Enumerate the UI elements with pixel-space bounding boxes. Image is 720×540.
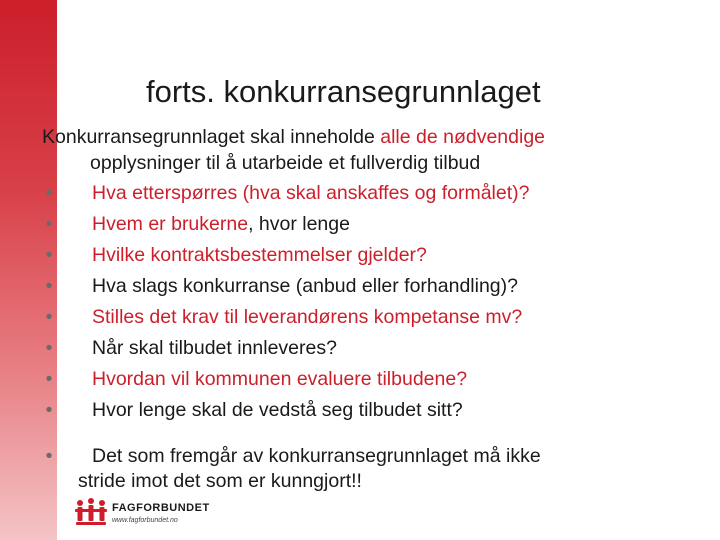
bullet-dot: • [45, 399, 53, 421]
bullet-item [42, 209, 529, 240]
bullet-dot: • [45, 368, 53, 390]
bullet-item [42, 395, 529, 426]
bullet-dot: • [45, 445, 53, 467]
bullet-dot: • [45, 213, 53, 235]
final-bullet [42, 444, 682, 494]
logo-url: www.fagforbundet.no [112, 517, 178, 524]
bullet-item [42, 271, 529, 302]
bullet-dot: • [45, 275, 53, 297]
bullet-text: Hvilke kontraktsbestemmelser gjelder? [92, 244, 427, 266]
bullet-text: Stilles det krav til leverandørens kompetanse mv? [92, 306, 523, 328]
bullet-dot: • [45, 337, 53, 359]
bullet-item [42, 178, 529, 209]
bullet-list [42, 178, 529, 426]
intro-line-2: opplysninger til å utarbeide et fullverdig tilbud [90, 152, 481, 174]
intro-paragraph [42, 124, 702, 176]
fagforbundet-logo [74, 497, 224, 529]
bullet-text: Hva etterspørres (hva skal anskaffes og formålet)? [92, 182, 530, 204]
final-line-2: stride imot det som er kunngjort!! [78, 470, 362, 492]
fagforbundet-people-icon [74, 497, 108, 527]
bullet-item [42, 240, 529, 271]
bullet-text: Hvor lenge skal de vedstå seg tilbudet sitt? [92, 399, 463, 421]
bullet-dot: • [45, 306, 53, 328]
bullet-text: , hvor lenge [248, 213, 350, 235]
final-line-1: Det som fremgår av konkurransegrunnlaget må ikke [92, 445, 541, 467]
bullet-item [42, 364, 529, 395]
bullet-dot: • [45, 182, 53, 204]
bullet-text: Når skal tilbudet innleveres? [92, 337, 337, 359]
logo-name: FAGFORBUNDET [112, 502, 210, 514]
bullet-dot: • [45, 244, 53, 266]
intro-text: Konkurransegrunnlaget skal inneholde [42, 126, 381, 148]
bullet-item [42, 302, 529, 333]
bullet-text: Hvordan vil kommunen evaluere tilbudene? [92, 368, 468, 390]
bullet-text: Hvem er brukerne [92, 213, 249, 235]
intro-highlight: alle de nødvendige [380, 126, 546, 148]
slide-title: forts. konkurransegrunnlaget [146, 74, 541, 109]
bullet-item [42, 333, 529, 364]
bullet-text: Hva slags konkurranse (anbud eller forhandling)? [92, 275, 518, 297]
